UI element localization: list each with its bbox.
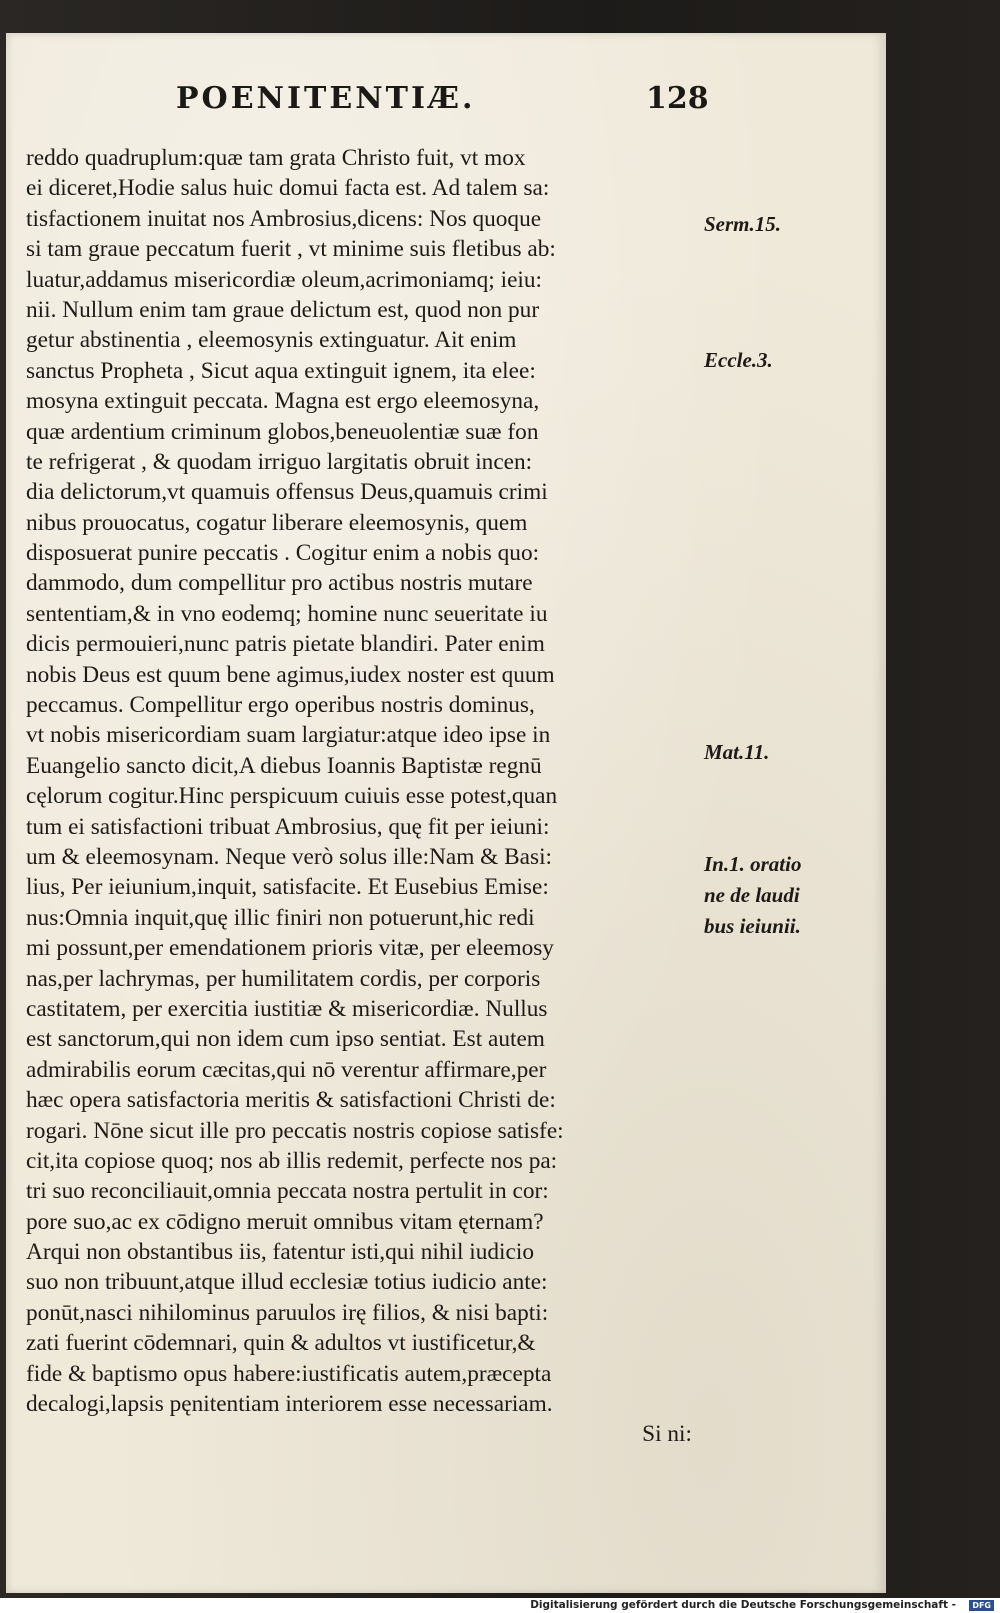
text-line: luatur,addamus misericordiæ oleum,acrimoniamq; ieiu:: [26, 266, 543, 293]
text-line: peccamus. Compellitur ergo operibus nostris dominus,: [26, 692, 535, 719]
text-line: si tam graue peccatum fuerit , vt minime suis fletibus ab:: [26, 236, 556, 263]
text-line: um & eleemosynam. Neque verò solus ille:Nam & Basi:: [26, 843, 553, 870]
text-line: cęlorum cogitur.Hinc perspicuum cuiuis esse potest,quan: [26, 783, 558, 810]
text-line: pore suo,ac ex cōdigno meruit omnibus vitam ęternam?: [26, 1208, 544, 1235]
text-line: reddo quadruplum:quæ tam grata Christo fuit, vt mox: [26, 145, 526, 171]
text-line: nas,per lachrymas, per humilitatem cordis, per corporis: [26, 965, 541, 992]
margin-note-line: ne de laudi: [704, 883, 800, 907]
text-line: quæ ardentium criminum globos,beneuolentiæ suæ fon: [26, 418, 539, 445]
text-line: vt nobis misericordiam suam largiatur:atque ideo ipse in: [26, 722, 551, 749]
margin-note-line: In.1. oratio: [704, 852, 802, 876]
digitization-credit: Digitalisierung gefördert durch die Deutsche Forschungsgemeinschaft -: [530, 1599, 956, 1611]
margin-note-oratio: [704, 849, 854, 942]
text-line: nii. Nullum enim tam graue delictum est, quod non pur: [26, 296, 540, 323]
book-page: [6, 33, 886, 1593]
text-line: est sanctorum,qui non idem cum ipso sentiat. Est autem: [26, 1026, 545, 1053]
text-line: Euangelio sancto dicit,A diebus Ioannis Baptistæ regnū: [26, 752, 542, 779]
text-line: Arqui non obstantibus iis, fatentur isti,qui nihil iudicio: [26, 1239, 534, 1266]
text-line: fide & baptismo opus habere:iustificatis autem,præcepta: [26, 1360, 552, 1387]
text-line: zati fuerint cōdemnari, quin & adultos vt iustificetur,&: [26, 1330, 536, 1357]
text-line: ei diceret,Hodie salus huic domui facta est. Ad talem sa:: [26, 175, 550, 202]
text-line: rogari. Nōne sicut ille pro peccatis nostris copiose satisfe:: [26, 1117, 564, 1144]
catchword: Si ni:: [642, 1421, 692, 1448]
text-line: sententiam,& in vno eodemq; homine nunc seueritate iu: [26, 600, 548, 627]
margin-note-line: Serm.15.: [704, 212, 782, 236]
text-line: tisfactionem inuitat nos Ambrosius,dicens: Nos quoque: [26, 205, 542, 232]
text-line: getur abstinentia , eleemosynis extinguatur. Ait enim: [26, 327, 517, 354]
margin-note-mat: [704, 737, 854, 768]
text-line: ponūt,nasci nihilominus paruulos irę filios, & nisi bapti:: [26, 1299, 549, 1326]
running-head: POENITENTIÆ.: [176, 81, 476, 116]
text-line: mosyna extinguit peccata. Magna est ergo eleemosyna,: [26, 388, 540, 415]
margin-note-line: bus ieiunii.: [704, 914, 801, 938]
text-line: te refrigerat , & quodam irriguo largitatis obruit incen:: [26, 448, 533, 475]
footer-bar: [0, 1598, 1000, 1613]
text-line: tum ei satisfactioni tribuat Ambrosius, quę fit per ieiuni:: [26, 813, 550, 840]
page-number: 128: [646, 81, 709, 116]
text-line: nus:Omnia inquit,quę illic finiri non potuerunt,hic redi: [26, 904, 535, 931]
margin-note-eccle: [704, 345, 854, 376]
main-text-block: [26, 143, 696, 1450]
text-line: dicis permouieri,nunc patris pietate blandiri. Pater enim: [26, 631, 545, 658]
text-line: sanctus Propheta , Sicut aqua extinguit ignem, ita elee:: [26, 357, 536, 384]
text-line: disposuerat punire peccatis . Cogitur enim a nobis quo:: [26, 540, 540, 567]
text-line: dia delictorum,vt quamuis offensus Deus,quamuis crimi: [26, 479, 548, 506]
text-line: admirabilis eorum cæcitas,qui nō verentur affirmare,per: [26, 1056, 547, 1083]
text-line: mi possunt,per emendationem prioris vitæ, per eleemosy: [26, 935, 554, 962]
text-line: cit,ita copiose quoq; nos ab illis redemit, perfecte nos pa:: [26, 1147, 558, 1174]
margin-note-line: Eccle.3.: [704, 348, 773, 372]
dfg-logo: DFG: [969, 1600, 994, 1611]
text-line: nibus prouocatus, cogatur liberare eleemosynis, quem: [26, 509, 528, 536]
text-line: suo non tribuunt,atque illud ecclesiæ totius iudicio ante:: [26, 1269, 548, 1296]
text-line: castitatem, per exercitia iustitiæ & misericordiæ. Nullus: [26, 995, 548, 1022]
text-line: dammodo, dum compellitur pro actibus nostris mutare: [26, 570, 533, 597]
margin-note-serm: [704, 209, 854, 240]
text-line: decalogi,lapsis pęnitentiam interiorem esse necessariam.: [26, 1391, 553, 1418]
text-line: hæc opera satisfactoria meritis & satisfactioni Christi de:: [26, 1087, 556, 1114]
margin-note-line: Mat.11.: [704, 740, 770, 764]
text-line: tri suo reconciliauit,omnia peccata nostra pertulit in cor:: [26, 1178, 549, 1205]
text-line: nobis Deus est quum bene agimus,iudex noster est quum: [26, 661, 555, 688]
text-line: lius, Per ieiunium,inquit, satisfacite. Et Eusebius Emise:: [26, 874, 549, 901]
